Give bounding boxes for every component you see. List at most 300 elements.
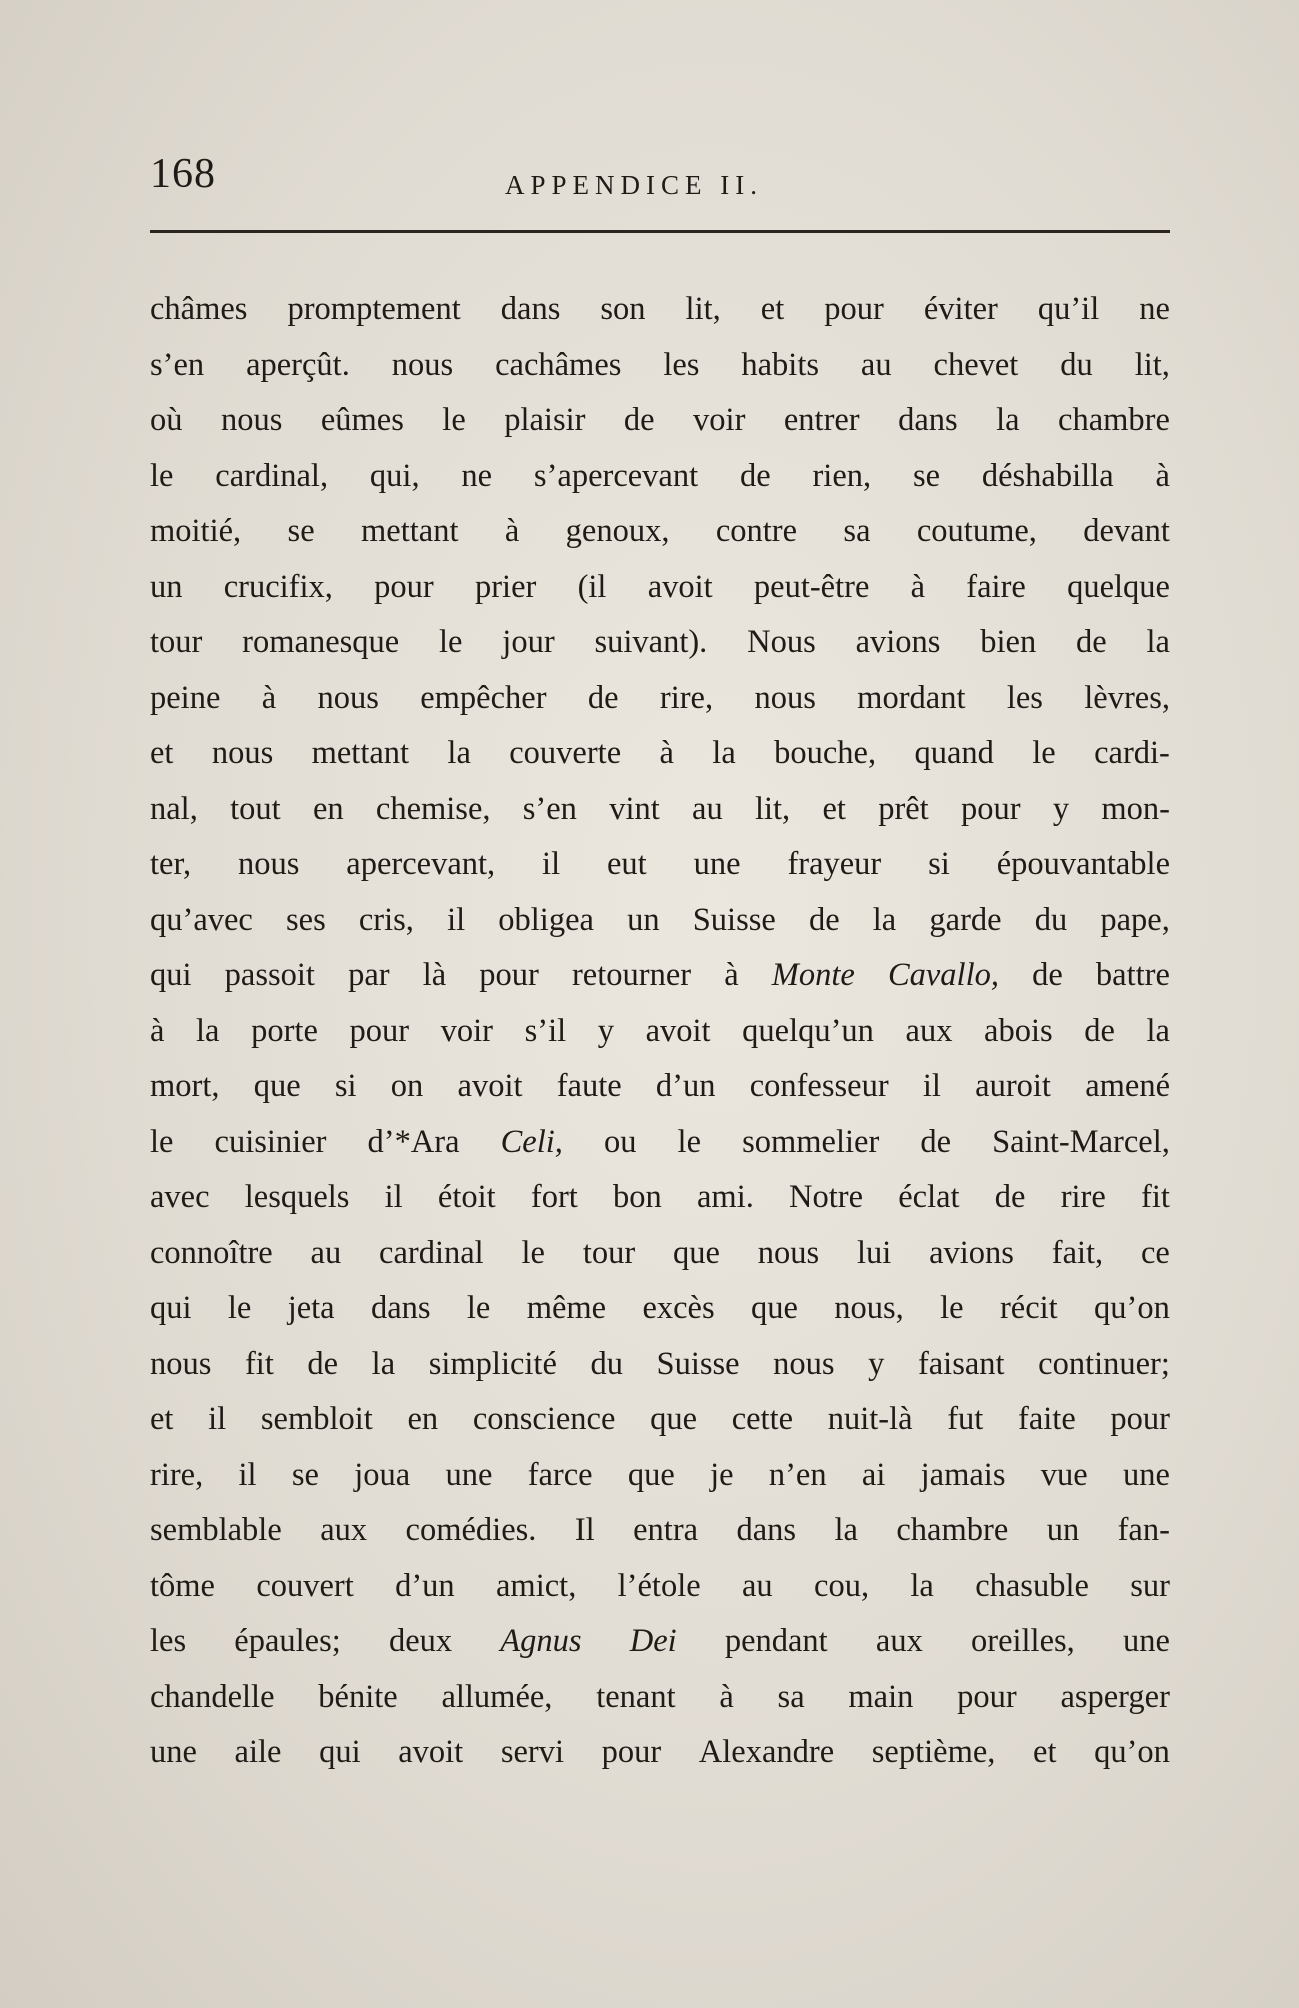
word: comédies. [405,1512,537,1548]
word: pour [479,957,539,993]
word: tôme [150,1567,215,1604]
text-line [150,1503,1170,1559]
word: Celi, [500,1123,563,1160]
word: à [150,1012,165,1049]
word: pendant [724,1623,828,1659]
word: genoux, [565,513,670,549]
word: pour [960,790,1021,827]
word: d’*Ara [367,1123,460,1160]
word: une [150,1734,197,1770]
word: contre [715,513,798,549]
word: tour [582,1234,636,1271]
word: aperçût. [246,346,350,383]
word: de [808,901,840,938]
word: la [196,1012,220,1049]
word: suivant). [594,624,708,660]
word: le [466,1290,491,1326]
text-line [150,1559,1170,1615]
word: dans [370,1290,431,1326]
word: la [834,1512,858,1548]
word: Dei [629,1623,677,1659]
text-line [150,338,1170,394]
word: y [1052,790,1070,827]
word: Suisse [656,1345,740,1382]
word: ne [1139,291,1170,327]
word: le [1032,735,1056,771]
word: il [922,1068,941,1104]
word: porte [251,1012,318,1049]
text-line [150,1725,1170,1781]
word: de [307,1345,339,1382]
word: peut-être [753,568,870,605]
word: mon- [1101,790,1170,827]
word: pour [374,568,434,605]
word: la [712,735,736,771]
word: Notre [789,1179,864,1215]
word: la [1146,624,1170,660]
word: au [692,790,723,827]
word: fan- [1117,1512,1170,1548]
word: il [208,1401,227,1437]
word: éclat [898,1179,960,1215]
word: Saint-Marcel, [992,1123,1170,1160]
word: bénite [318,1678,398,1715]
word: une [1122,1456,1170,1493]
word: le [442,402,466,438]
word: de [587,679,619,716]
word: Nous [747,624,816,660]
word: fit [1141,1179,1170,1215]
word: de [920,1123,952,1160]
word: nous [211,735,274,771]
word: bouche, [774,735,877,771]
word: la [1146,1012,1170,1049]
word: apercevant, [346,846,496,882]
text-line [150,782,1170,838]
word: promptement [287,291,461,327]
word: entrer [783,402,860,438]
word: à [719,1678,734,1715]
word: ne [461,457,493,494]
word: pour [349,1012,410,1049]
word: lesquels [244,1179,350,1215]
word: aux [320,1512,368,1548]
word: pour [1110,1401,1170,1437]
word: les [1006,679,1043,716]
text-line [150,1059,1170,1115]
word: éviter [923,291,998,327]
word: faisant [917,1345,1005,1382]
word: se [287,513,315,549]
word: cardinal [379,1234,484,1271]
word: connoître [150,1234,273,1271]
word: par [348,957,390,993]
word: un [1046,1512,1080,1548]
word: dans [736,1512,797,1548]
word: au [742,1567,773,1604]
word: il [384,1179,403,1215]
word: retourner [571,957,692,993]
word: rire, [150,1456,204,1493]
word: le [521,1234,545,1271]
text-line [150,837,1170,893]
word: je [710,1456,734,1493]
word: mettant [361,513,459,549]
word: lit, [685,291,721,327]
word: joua [354,1456,411,1493]
word: quelque [1067,568,1170,605]
text-line [150,449,1170,505]
word: nous [391,346,454,383]
word: chevet [933,346,1019,383]
word: y [868,1345,885,1382]
word: quand [914,735,994,771]
word: il [238,1456,257,1493]
word: de [739,457,771,494]
word: chandelle [150,1678,275,1715]
word: cette [731,1401,794,1437]
word: cou, [814,1567,870,1604]
word: s’en [150,346,205,383]
word: amené [1085,1068,1170,1104]
text-line [150,560,1170,616]
word: Suisse [692,901,776,938]
word: lèvres, [1084,679,1170,716]
word: allumée, [441,1678,553,1715]
word: nous, [834,1290,904,1326]
word: que [672,1234,720,1271]
word: fait, [1051,1234,1104,1271]
word: servi [500,1734,564,1770]
word: lit, [754,790,791,827]
word: le [677,1123,702,1160]
word: romanesque [242,624,400,660]
word: le [150,457,174,494]
word: pour [824,291,884,327]
word: que [627,1456,675,1493]
word: asperger [1060,1678,1170,1715]
word: de [623,402,655,438]
word: au [310,1234,342,1271]
word: prêt [878,790,929,827]
word: tour [150,624,203,660]
word: rire [1060,1179,1106,1215]
word: lui [856,1234,892,1271]
word: ai [861,1456,886,1493]
word: et [150,735,174,771]
word: (il [577,568,607,605]
word: Il [574,1512,595,1548]
word: on [390,1068,424,1104]
text-line [150,726,1170,782]
word: sembloit [260,1401,373,1437]
word: de [1032,957,1063,993]
word: se [912,457,941,494]
word: qui, [369,457,420,494]
word: eûmes [320,402,404,438]
word: que [650,1401,698,1437]
text-line [150,1170,1170,1226]
word: cardinal, [215,457,329,494]
word: entra [633,1512,699,1548]
text-line [150,615,1170,671]
word: nous [754,679,816,716]
word: sur [1130,1567,1170,1604]
word: plaisir [504,402,586,438]
word: cuisinier [214,1123,327,1160]
text-line [150,893,1170,949]
word: obligea [498,901,594,938]
word: cris, [358,901,414,938]
word: faire [966,568,1026,605]
word: du [1034,901,1068,938]
word: faite [1018,1401,1076,1437]
word: et [150,1401,174,1437]
word: il [542,846,561,882]
word: à [910,568,926,605]
word: nous [317,679,379,716]
word: qui [150,957,192,993]
word: passoit [224,957,315,993]
word: de [994,1179,1026,1215]
text-line [150,1614,1170,1670]
word: nous [220,402,283,438]
word: oreilles, [971,1623,1075,1659]
word: là [422,957,447,993]
word: jamais [920,1456,1006,1493]
word: sa [843,513,871,549]
word: à [1155,457,1170,494]
word: et [822,790,846,827]
word: le [227,1290,252,1326]
text-line [150,504,1170,560]
word: le [940,1290,964,1326]
word: une [1122,1623,1170,1659]
word: le [150,1123,174,1160]
body-text [150,282,1170,1781]
word: si [334,1068,357,1104]
word: confesseur [749,1068,889,1104]
word: ter, [150,846,192,882]
word: à [724,957,739,993]
word: se [291,1456,319,1493]
word: tenant [596,1678,676,1715]
word: septième, [871,1734,996,1770]
word: battre [1095,957,1170,993]
word: et [1033,1734,1057,1770]
word: à [504,513,520,549]
word: Alexandre [698,1734,835,1770]
word: avions [855,624,941,660]
word: qui [150,1290,192,1326]
word: que [253,1068,301,1104]
word: en [407,1401,439,1437]
word: ce [1141,1234,1170,1271]
word: crucifix, [223,568,333,605]
text-line [150,1281,1170,1337]
word: nous [150,1345,212,1382]
word: qu’il [1037,291,1100,327]
word: vue [1040,1456,1088,1493]
word: s’apercevant [533,457,699,494]
word: la [910,1567,934,1604]
word: devant [1083,513,1170,549]
word: jour [502,624,555,660]
word: mettant [311,735,410,771]
section-title: APPENDICE II. [505,170,763,200]
word: peine [150,679,221,716]
text-line [150,1004,1170,1060]
word: la [996,402,1020,438]
word: les [663,346,700,383]
word: aile [234,1734,282,1770]
word: déshabilla [981,457,1114,494]
word: couvert [256,1567,354,1604]
word: prier [474,568,537,605]
word: avoit [645,1012,711,1049]
word: de [1076,624,1107,660]
word: dans [500,291,561,327]
word: auroit [975,1068,1051,1104]
word: empêcher [420,679,547,716]
word: couverte [509,735,622,771]
word: même [526,1290,607,1326]
word: avoit [647,568,713,605]
text-line [150,1337,1170,1393]
word: chasuble [975,1567,1089,1604]
word: conscience [472,1401,616,1437]
word: il [447,901,466,938]
word: son [600,291,646,327]
word: sommelier [742,1123,880,1160]
word: aux [875,1623,923,1659]
word: voir [440,1012,493,1049]
word: pour [957,1678,1017,1715]
word: récit [999,1290,1058,1326]
word: au [860,346,892,383]
word: la [371,1345,396,1382]
word: moitié, [150,513,242,549]
header-rule [150,230,1170,233]
text-line [150,948,1170,1004]
word: avoit [457,1068,523,1104]
text-line [150,1115,1170,1171]
word: un [150,568,183,605]
word: habits [741,346,819,383]
word: où [150,402,183,438]
word: Agnus [500,1623,582,1659]
word: s’il [524,1012,567,1049]
word: simplicité [428,1345,557,1382]
word: la [447,735,471,771]
word: cachâmes [495,346,622,383]
word: châmes [150,291,248,327]
word: pape, [1100,901,1170,938]
word: amict, [496,1567,577,1604]
word: du [590,1345,623,1382]
word: chemise, [375,790,491,827]
word: ami. [696,1179,754,1215]
word: voir [693,402,746,438]
word: à [261,679,277,716]
word: chambre [896,1512,1009,1548]
word: une [445,1456,493,1493]
word: l’étole [617,1567,701,1604]
word: Monte [771,957,855,993]
word: à [659,735,674,771]
word: bon [613,1179,662,1215]
word: pour [601,1734,662,1770]
word: n’en [768,1456,827,1493]
word: eut [607,846,647,882]
word: avions [929,1234,1014,1271]
word: nuit-là [827,1401,913,1437]
word: une [693,846,741,882]
word: excès [642,1290,715,1326]
text-line [150,671,1170,727]
word: jeta [287,1290,335,1326]
word: main [848,1678,914,1715]
text-line [150,1670,1170,1726]
word: et [760,291,785,327]
word: semblable [150,1512,282,1548]
page-number: 168 [150,151,216,197]
word: épaules; [234,1623,341,1659]
word: mort, [150,1068,220,1104]
word: nal, [150,790,198,827]
word: s’en [522,790,577,827]
word: si [928,846,950,882]
word: qui [319,1734,361,1770]
word: le [439,624,463,660]
word: ses [286,901,326,938]
word: deux [388,1623,453,1659]
word: mordant [857,679,966,716]
word: fit [244,1345,274,1382]
word: faute [556,1068,622,1104]
word: coutume, [916,513,1037,549]
word: cardi- [1094,735,1170,771]
word: fort [530,1179,578,1215]
text-line [150,1392,1170,1448]
word: les [150,1623,187,1659]
text-line [150,1226,1170,1282]
word: fut [947,1401,984,1437]
word: avoit [398,1734,464,1770]
word: qu’on [1094,1734,1170,1770]
text-line [150,1448,1170,1504]
word: tout [230,790,281,827]
word: d’un [395,1567,455,1604]
word: aux [905,1012,953,1049]
word: garde [929,901,1002,938]
word: bien [980,624,1037,660]
word: nous [757,1234,820,1271]
word: rien, [812,457,872,494]
word: en [312,790,344,827]
word: dans [898,402,958,438]
word: Cavallo, [887,957,999,993]
word: avec [150,1179,210,1215]
word: farce [527,1456,593,1493]
word: qu’on [1094,1290,1170,1326]
word: rire, [659,679,714,716]
running-head [150,150,1170,210]
word: abois [984,1012,1053,1049]
word: continuer; [1038,1345,1170,1382]
word: la [872,901,897,938]
word: de [1084,1012,1115,1049]
